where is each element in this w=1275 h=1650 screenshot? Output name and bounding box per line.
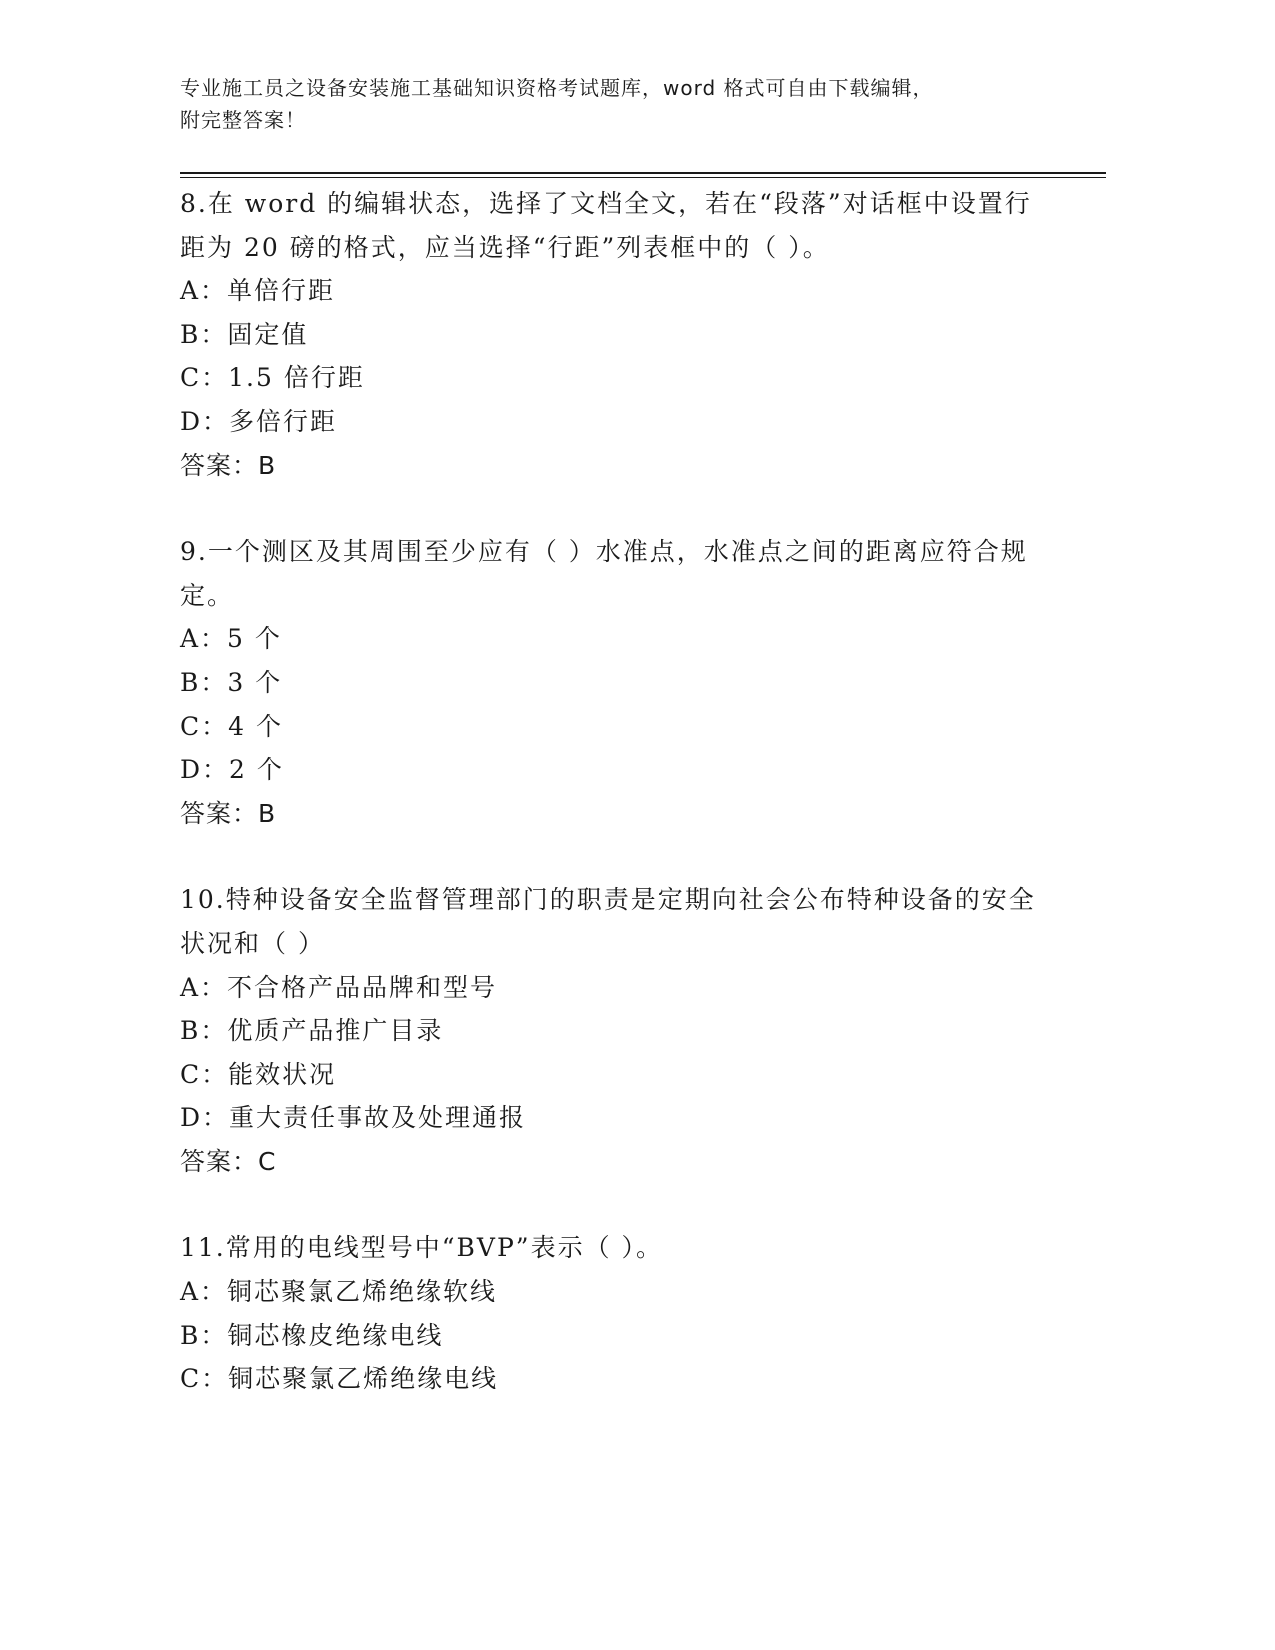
option-a: A：5 个 bbox=[180, 624, 282, 654]
question-8 bbox=[180, 182, 1060, 487]
question-stem: 10.特种设备安全监督管理部门的职责是定期向社会公布特种设备的安全状况和（ ） bbox=[180, 885, 1036, 958]
option-a: A：不合格产品品牌和型号 bbox=[180, 972, 498, 1002]
question-11 bbox=[180, 1226, 1060, 1400]
option-c: C：1.5 倍行距 bbox=[180, 363, 365, 393]
header-line-2: 附完整答案！ bbox=[180, 108, 306, 132]
question-list bbox=[180, 182, 1060, 1444]
header-divider-thick bbox=[180, 172, 1106, 174]
option-d: D：多倍行距 bbox=[180, 406, 338, 436]
answer: 答案：B bbox=[180, 798, 277, 828]
option-c: C：能效状况 bbox=[180, 1059, 337, 1089]
answer: 答案：C bbox=[180, 1146, 277, 1176]
question-10 bbox=[180, 878, 1060, 1183]
option-b: B：优质产品推广目录 bbox=[180, 1016, 444, 1046]
option-c: C：4 个 bbox=[180, 711, 283, 741]
question-stem: 9.一个测区及其周围至少应有（ ）水准点，水准点之间的距离应符合规定。 bbox=[180, 537, 1028, 610]
question-stem: 11.常用的电线型号中“BVP”表示（ ）。 bbox=[180, 1233, 664, 1263]
option-a: A：单倍行距 bbox=[180, 276, 336, 306]
option-a: A：铜芯聚氯乙烯绝缘软线 bbox=[180, 1277, 498, 1307]
option-d: D：2 个 bbox=[180, 755, 284, 785]
answer: 答案：B bbox=[180, 450, 277, 480]
question-stem: 8.在 word 的编辑状态，选择了文档全文，若在“段落”对话框中设置行距为 20 磅的格式，应当选择“行距”列表框中的（ ）。 bbox=[180, 189, 1032, 262]
question-9 bbox=[180, 530, 1060, 835]
option-b: B：3 个 bbox=[180, 667, 283, 697]
option-b: B：固定值 bbox=[180, 319, 309, 349]
option-b: B：铜芯橡皮绝缘电线 bbox=[180, 1320, 444, 1350]
header-divider-thin bbox=[180, 177, 1106, 178]
option-c: C：铜芯聚氯乙烯绝缘电线 bbox=[180, 1364, 499, 1394]
document-header bbox=[180, 72, 1040, 136]
option-d: D：重大责任事故及处理通报 bbox=[180, 1103, 527, 1133]
header-line-1: 专业施工员之设备安装施工基础知识资格考试题库，word 格式可自由下载编辑， bbox=[180, 76, 934, 100]
